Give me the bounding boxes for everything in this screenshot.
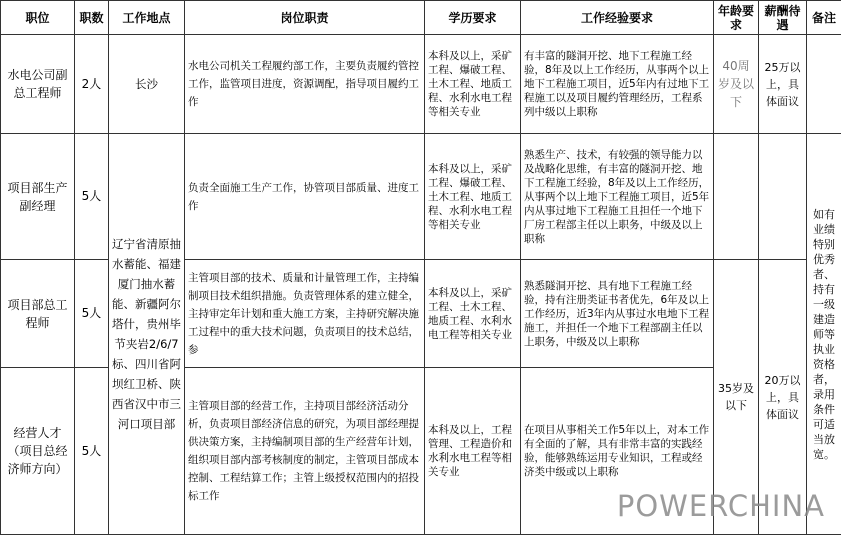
table-row xyxy=(1,134,841,260)
position-cell: 项目部总工程师 xyxy=(1,260,75,368)
note-cell-empty xyxy=(807,35,841,134)
position-cell: 项目部生产副经理 xyxy=(1,134,75,260)
header-duty: 岗位职责 xyxy=(185,1,425,35)
header-experience: 工作经验要求 xyxy=(521,1,714,35)
salary-cell: 25万以上，具体面议 xyxy=(759,35,807,134)
duty-cell: 主管项目部的技术、质量和计量管理工作，主持编制项目技术组织措施。负责管理体系的建立健全，主持审定年计划和重大施工方案，主持研究解决施工过程中的重大技术问题，负责项目的技术总结，参 xyxy=(185,260,425,368)
count-cell: 5人 xyxy=(75,134,109,260)
header-education: 学历要求 xyxy=(425,1,521,35)
header-age: 年龄要求 xyxy=(714,1,759,35)
count-cell: 5人 xyxy=(75,260,109,368)
header-note: 备注 xyxy=(807,1,841,35)
duty-cell: 主管项目部的经营工作，主持项目部经济活动分析，负责项目部经济信息的研究，为项目部经理提供决策方案，主持编制项目部的生产经营年计划，组织项目部内部考核制度的制定，主管项目部成本控制、工程结算工作；主管上级授权范围内的招投标工作 xyxy=(185,368,425,535)
header-position: 职位 xyxy=(1,1,75,35)
shared-age-cell: 35岁及以下 xyxy=(714,260,759,535)
experience-cell: 熟悉隧洞开挖、具有地下工程施工经验，持有注册类证书者优先，6年及以上工作经历，近3年内从事过水电地下工程施工，并担任一个地下工程部副主任以上职务，中级及以上职称 xyxy=(521,260,714,368)
age-cell-empty xyxy=(714,134,759,260)
duty-cell: 水电公司机关工程履约部工作，主要负责履约管控工作，监管项目进度，资源调配，指导项目履约工作 xyxy=(185,35,425,134)
experience-cell: 在项目从事相关工作5年以上，对本工作有全面的了解，具有非常丰富的实践经验，能够熟练运用专业知识，工程或经济类中级或以上职称 xyxy=(521,368,714,535)
shared-note-cell: 如有业绩特别优秀者、持有一级建造师等执业资格者，录用条件可适当放宽。 xyxy=(807,134,841,535)
education-cell: 本科及以上，采矿工程、爆破工程、土木工程、地质工程、水利水电工程等相关专业 xyxy=(425,134,521,260)
header-salary: 薪酬待遇 xyxy=(759,1,807,35)
age-cell: 40周岁及以下 xyxy=(714,35,759,134)
location-cell: 长沙 xyxy=(109,35,185,134)
shared-salary-cell: 20万以上，具体面议 xyxy=(759,260,807,535)
header-row xyxy=(1,1,841,35)
salary-cell-empty xyxy=(759,134,807,260)
education-cell: 本科及以上，采矿工程、爆破工程、土木工程、地质工程、水利水电工程等相关专业 xyxy=(425,35,521,134)
powerchina-watermark: POWERCHINA xyxy=(616,489,825,523)
education-cell: 本科及以上，工程管理、工程造价和水利水电工程等相关专业 xyxy=(425,368,521,535)
position-cell: 水电公司副总工程师 xyxy=(1,35,75,134)
count-cell: 2人 xyxy=(75,35,109,134)
header-count: 职数 xyxy=(75,1,109,35)
count-cell: 5人 xyxy=(75,368,109,535)
experience-cell: 熟悉生产、技术，有较强的领导能力以及战略化思维，有丰富的隧洞开挖、地下工程施工经验，8年及以上工作经历，从事两个以上地下工程施工项目，近5年内从事过地下工程施工且担任一个地下厂房工程部主任以上职务，中级及以上职称 xyxy=(521,134,714,260)
header-location: 工作地点 xyxy=(109,1,185,35)
experience-cell: 有丰富的隧洞开挖、地下工程施工经验，8年及以上工作经历，从事两个以上地下工程施工项目，近5年内有过地下工程施工以及项目履约管理经历，工程系列中级以上职称 xyxy=(521,35,714,134)
table-row xyxy=(1,35,841,134)
position-cell: 经营人才（项目总经济师方向） xyxy=(1,368,75,535)
shared-location-cell: 辽宁省清原抽水蓄能、福建厦门抽水蓄能、新疆阿尔塔什，贵州毕节夹岩2/6/7标、四川省阿坝红卫桥、陕西省汉中市三河口项目部 xyxy=(109,134,185,535)
duty-cell: 负责全面施工生产工作，协管项目部质量、进度工作 xyxy=(185,134,425,260)
education-cell: 本科及以上，采矿工程、土木工程、地质工程、水利水电工程等相关专业 xyxy=(425,260,521,368)
